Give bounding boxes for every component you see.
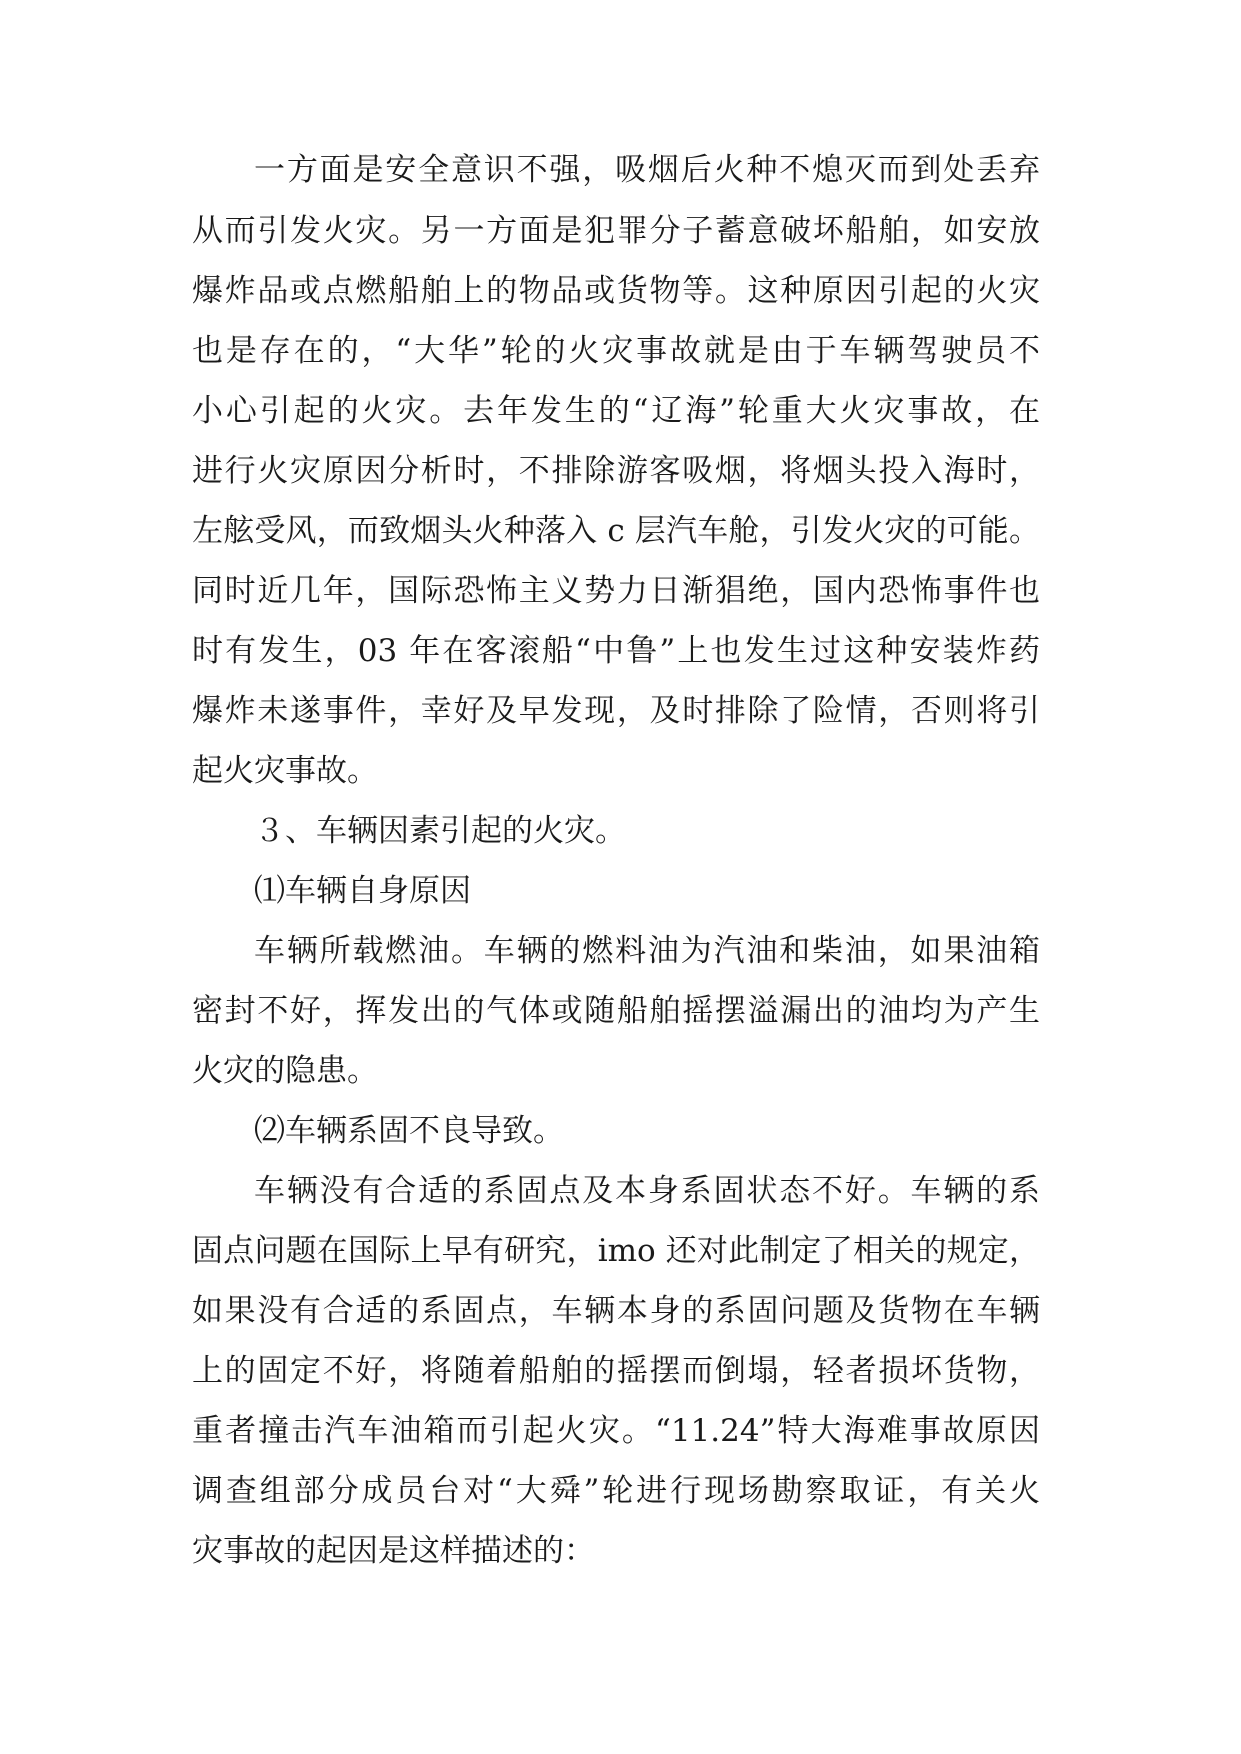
paragraph-1-line-2: 从而引发火灾。另一方面是犯罪分子蓄意破坏船舶，如安放 — [192, 213, 1040, 249]
paragraph-1-line-4: 也是存在的，“大华”轮的火灾事故就是由于车辆驾驶员不 — [192, 333, 1040, 369]
paragraph-1-line-6: 进行火灾原因分析时，不排除游客吸烟，将烟头投入海时， — [192, 453, 1040, 489]
paragraph-3-line-4: 上的固定不好，将随着船舶的摇摆而倒塌，轻者损坏货物， — [192, 1353, 1040, 1389]
paragraph-3-line-3: 如果没有合适的系固点，车辆本身的系固问题及货物在车辆 — [192, 1293, 1040, 1329]
paragraph-1-line-3: 爆炸品或点燃船舶上的物品或货物等。这种原因引起的火灾 — [192, 273, 1040, 309]
subheading-2: ⑵车辆系固不良导致。 — [254, 1113, 564, 1149]
paragraph-3-line-5: 重者撞击汽车油箱而引起火灾。“11.24”特大海难事故原因 — [192, 1413, 1040, 1449]
paragraph-1-line-7: 左舷受风，而致烟头火种落入 c 层汽车舱，引发火灾的可能。 — [192, 513, 1040, 549]
paragraph-3-line-1: 车辆没有合适的系固点及本身系固状态不好。车辆的系 — [254, 1173, 1040, 1209]
paragraph-1-line-8: 同时近几年，国际恐怖主义势力日渐猖绝，国内恐怖事件也 — [192, 573, 1040, 609]
paragraph-2-line-3: 火灾的隐患。 — [192, 1053, 378, 1089]
section-heading-3: ３、车辆因素引起的火灾。 — [254, 813, 626, 849]
paragraph-1-line-11: 起火灾事故。 — [192, 753, 378, 789]
paragraph-1-line-9: 时有发生，03 年在客滚船“中鲁”上也发生过这种安装炸药 — [192, 633, 1040, 669]
paragraph-3-line-7: 灾事故的起因是这样描述的： — [192, 1533, 595, 1569]
paragraph-2-line-1: 车辆所载燃油。车辆的燃料油为汽油和柴油，如果油箱 — [254, 933, 1040, 969]
subheading-1: ⑴车辆自身原因 — [254, 873, 471, 909]
paragraph-1-line-1: 一方面是安全意识不强，吸烟后火种不熄灭而到处丢弃 — [254, 152, 1040, 188]
paragraph-1-line-10: 爆炸未遂事件，幸好及早发现，及时排除了险情，否则将引 — [192, 693, 1040, 729]
paragraph-3-line-6: 调查组部分成员台对“大舜”轮进行现场勘察取证，有关火 — [192, 1473, 1040, 1509]
paragraph-3-line-2: 固点问题在国际上早有研究，imo 还对此制定了相关的规定， — [192, 1233, 1040, 1269]
paragraph-1-line-5: 小心引起的火灾。去年发生的“辽海”轮重大火灾事故，在 — [192, 393, 1040, 429]
paragraph-2-line-2: 密封不好，挥发出的气体或随船舶摇摆溢漏出的油均为产生 — [192, 993, 1040, 1029]
